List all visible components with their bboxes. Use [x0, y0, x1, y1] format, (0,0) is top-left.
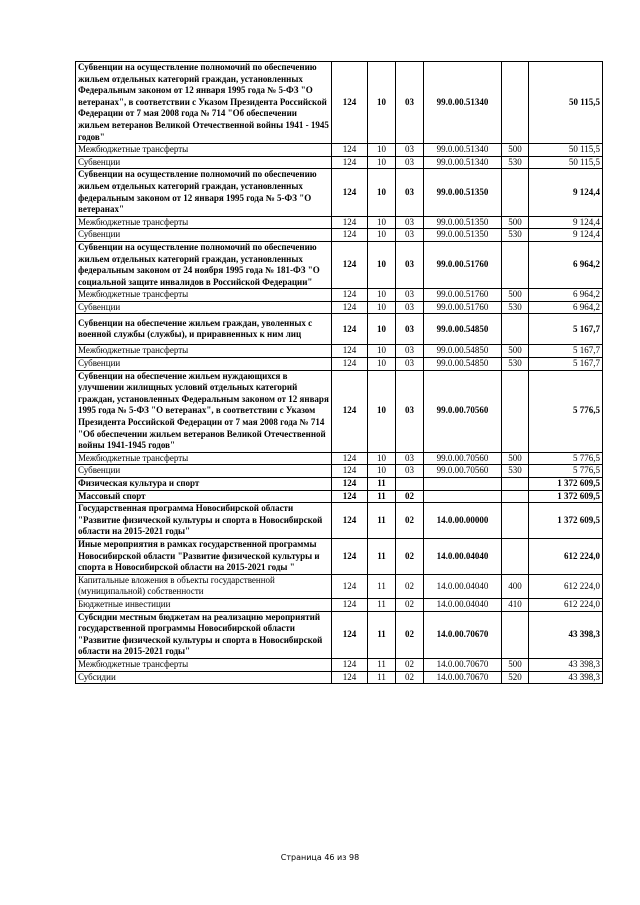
table-row	[76, 301, 603, 314]
row-expense-type: 500	[502, 452, 529, 465]
row-sum: 612 224,0	[529, 538, 603, 574]
row-name: Государственная программа Новосибирской области "Развитие физической культуры и спорта в Новосибирской области на 2015-2021 годы"	[76, 503, 332, 539]
row-code: 124	[332, 345, 368, 358]
row-section: 10	[368, 452, 396, 465]
row-sum: 50 115,5	[529, 62, 603, 144]
row-expense-type	[502, 490, 529, 503]
row-subsection: 03	[396, 345, 424, 358]
table-row	[76, 538, 603, 574]
row-sum: 5 776,5	[529, 465, 603, 478]
row-section: 10	[368, 169, 396, 216]
row-subsection: 03	[396, 452, 424, 465]
row-expense-type	[502, 370, 529, 452]
row-subsection: 03	[396, 156, 424, 169]
row-article: 14.0.00.00000	[424, 503, 502, 539]
row-code: 124	[332, 289, 368, 302]
row-name: Межбюджетные трансферты	[76, 289, 332, 302]
row-code: 124	[332, 358, 368, 371]
row-article: 99.0.00.54850	[424, 358, 502, 371]
table-row	[76, 611, 603, 658]
table-row	[76, 452, 603, 465]
row-section: 10	[368, 301, 396, 314]
page-number: Страница 46 из 98	[280, 853, 360, 862]
row-article: 14.0.00.04040	[424, 598, 502, 611]
row-code: 124	[332, 301, 368, 314]
row-subsection: 03	[396, 144, 424, 157]
table-row	[76, 216, 603, 229]
row-sum: 6 964,2	[529, 241, 603, 288]
row-sum: 43 398,3	[529, 658, 603, 671]
row-code: 124	[332, 370, 368, 452]
row-sum: 9 124,4	[529, 229, 603, 242]
row-subsection: 02	[396, 503, 424, 539]
row-sum: 6 964,2	[529, 289, 603, 302]
row-subsection: 03	[396, 370, 424, 452]
row-name: Бюджетные инвестиции	[76, 598, 332, 611]
row-code: 124	[332, 216, 368, 229]
row-expense-type: 530	[502, 465, 529, 478]
table-row	[76, 229, 603, 242]
row-subsection	[396, 478, 424, 491]
row-section: 11	[368, 671, 396, 684]
row-name: Межбюджетные трансферты	[76, 144, 332, 157]
row-subsection: 03	[396, 289, 424, 302]
row-section: 10	[368, 370, 396, 452]
row-section: 11	[368, 574, 396, 598]
row-subsection: 03	[396, 169, 424, 216]
table-row	[76, 574, 603, 598]
row-expense-type	[502, 611, 529, 658]
row-sum: 43 398,3	[529, 671, 603, 684]
row-expense-type	[502, 169, 529, 216]
row-sum: 50 115,5	[529, 156, 603, 169]
row-expense-type	[502, 538, 529, 574]
row-sum: 9 124,4	[529, 216, 603, 229]
row-section: 11	[368, 598, 396, 611]
row-expense-type	[502, 241, 529, 288]
row-subsection: 03	[396, 229, 424, 242]
row-name: Субвенции на обеспечение жильем граждан, уволенных с военной службы (службы), и приравненных к ним лиц	[76, 314, 332, 345]
row-sum: 5 776,5	[529, 452, 603, 465]
row-subsection: 02	[396, 671, 424, 684]
row-name: Субсидии	[76, 671, 332, 684]
row-article: 14.0.00.04040	[424, 538, 502, 574]
row-subsection: 03	[396, 314, 424, 345]
row-sum: 9 124,4	[529, 169, 603, 216]
row-section: 11	[368, 503, 396, 539]
table-body	[76, 62, 603, 684]
row-name: Межбюджетные трансферты	[76, 216, 332, 229]
row-code: 124	[332, 671, 368, 684]
row-article	[424, 478, 502, 491]
row-subsection: 02	[396, 574, 424, 598]
row-name: Субвенции	[76, 229, 332, 242]
row-expense-type: 520	[502, 671, 529, 684]
row-subsection: 03	[396, 358, 424, 371]
row-code: 124	[332, 574, 368, 598]
row-article: 14.0.00.70670	[424, 658, 502, 671]
row-sum: 612 224,0	[529, 598, 603, 611]
row-expense-type: 410	[502, 598, 529, 611]
row-section: 10	[368, 465, 396, 478]
row-article: 99.0.00.54850	[424, 314, 502, 345]
row-sum: 1 372 609,5	[529, 490, 603, 503]
row-code: 124	[332, 478, 368, 491]
table-row	[76, 598, 603, 611]
row-name: Субвенции на обеспечение жильем нуждающихся в улучшении жилищных условий отдельных категорий граждан, установленных Федеральным законом от 12 января 1995 года № 5-ФЗ "О ветеранах", в соответствии с Указом Президента Российской Федерации от 7 мая 2008 года № 714 "Об обеспечении жильем ветеранов Великой Отечественной войны 1941-1945 годов"	[76, 370, 332, 452]
row-code: 124	[332, 658, 368, 671]
row-name: Межбюджетные трансферты	[76, 658, 332, 671]
row-expense-type: 500	[502, 144, 529, 157]
row-code: 124	[332, 156, 368, 169]
row-name: Субвенции на осуществление полномочий по обеспечению жильем отдельных категорий граждан, установленных федеральным законом от 24 ноября 1995 года № 181-ФЗ "О социальной защите инвалидов в Российской Федерации"	[76, 241, 332, 288]
table-row	[76, 241, 603, 288]
row-article: 99.0.00.51760	[424, 241, 502, 288]
row-name: Массовый спорт	[76, 490, 332, 503]
row-sum: 5 776,5	[529, 370, 603, 452]
row-sum: 50 115,5	[529, 144, 603, 157]
table-row	[76, 358, 603, 371]
row-expense-type: 530	[502, 156, 529, 169]
row-code: 124	[332, 452, 368, 465]
row-code: 124	[332, 144, 368, 157]
row-subsection: 03	[396, 216, 424, 229]
row-sum: 5 167,7	[529, 314, 603, 345]
table-row	[76, 478, 603, 491]
row-article: 99.0.00.51340	[424, 144, 502, 157]
row-code: 124	[332, 598, 368, 611]
row-article: 14.0.00.04040	[424, 574, 502, 598]
row-code: 124	[332, 503, 368, 539]
row-expense-type: 530	[502, 358, 529, 371]
row-expense-type	[502, 62, 529, 144]
row-sum: 1 372 609,5	[529, 478, 603, 491]
row-subsection: 02	[396, 598, 424, 611]
row-expense-type: 500	[502, 216, 529, 229]
row-section: 10	[368, 156, 396, 169]
row-code: 124	[332, 465, 368, 478]
row-name: Субсидии местным бюджетам на реализацию мероприятий государственной программы Новосибирской области "Развитие физической культуры и спорта в Новосибирской области на 2015-2021 годы"	[76, 611, 332, 658]
table-row	[76, 144, 603, 157]
table-row	[76, 490, 603, 503]
row-name: Субвенции	[76, 156, 332, 169]
table-row	[76, 156, 603, 169]
row-article: 99.0.00.70560	[424, 452, 502, 465]
row-expense-type: 500	[502, 345, 529, 358]
row-section: 10	[368, 144, 396, 157]
row-sum: 5 167,7	[529, 345, 603, 358]
row-subsection: 03	[396, 465, 424, 478]
row-expense-type: 530	[502, 301, 529, 314]
row-section: 10	[368, 289, 396, 302]
table-row	[76, 169, 603, 216]
row-section: 11	[368, 478, 396, 491]
row-subsection: 02	[396, 658, 424, 671]
row-subsection: 03	[396, 301, 424, 314]
row-section: 11	[368, 658, 396, 671]
table-row	[76, 314, 603, 345]
row-article: 99.0.00.54850	[424, 345, 502, 358]
row-name: Субвенции на осуществление полномочий по обеспечению жильем отдельных категорий граждан, установленных федеральным законом от 12 января 1995 года № 5-ФЗ "О ветеранах"	[76, 169, 332, 216]
row-sum: 5 167,7	[529, 358, 603, 371]
row-code: 124	[332, 169, 368, 216]
row-expense-type: 500	[502, 658, 529, 671]
row-article: 99.0.00.70560	[424, 465, 502, 478]
row-section: 10	[368, 345, 396, 358]
row-expense-type	[502, 478, 529, 491]
table-row	[76, 465, 603, 478]
row-expense-type: 400	[502, 574, 529, 598]
table-row	[76, 289, 603, 302]
row-name: Межбюджетные трансферты	[76, 452, 332, 465]
table-row	[76, 503, 603, 539]
row-name: Субвенции	[76, 301, 332, 314]
row-section: 10	[368, 241, 396, 288]
row-subsection: 02	[396, 611, 424, 658]
row-code: 124	[332, 229, 368, 242]
row-code: 124	[332, 314, 368, 345]
table-row	[76, 658, 603, 671]
row-sum: 612 224,0	[529, 574, 603, 598]
table-row	[76, 370, 603, 452]
row-sum: 6 964,2	[529, 301, 603, 314]
row-sum: 43 398,3	[529, 611, 603, 658]
row-code: 124	[332, 241, 368, 288]
row-sum: 1 372 609,5	[529, 503, 603, 539]
row-subsection: 02	[396, 538, 424, 574]
row-name: Физическая культура и спорт	[76, 478, 332, 491]
row-expense-type	[502, 503, 529, 539]
row-name: Иные мероприятия в рамках государственной программы Новосибирской области "Развитие физической культуры и спорта в Новосибирской области на 2015-2021 годы "	[76, 538, 332, 574]
row-subsection: 03	[396, 62, 424, 144]
row-code: 124	[332, 611, 368, 658]
row-subsection: 03	[396, 241, 424, 288]
row-section: 10	[368, 216, 396, 229]
row-article	[424, 490, 502, 503]
table-row	[76, 62, 603, 144]
row-name: Субвенции	[76, 465, 332, 478]
row-article: 99.0.00.51350	[424, 169, 502, 216]
budget-table	[75, 61, 603, 684]
row-code: 124	[332, 62, 368, 144]
row-subsection: 02	[396, 490, 424, 503]
row-article: 99.0.00.51340	[424, 156, 502, 169]
row-article: 99.0.00.51350	[424, 216, 502, 229]
row-article: 99.0.00.51760	[424, 301, 502, 314]
row-section: 11	[368, 490, 396, 503]
row-article: 99.0.00.70560	[424, 370, 502, 452]
row-section: 10	[368, 62, 396, 144]
row-article: 99.0.00.51340	[424, 62, 502, 144]
row-section: 11	[368, 611, 396, 658]
table-row	[76, 671, 603, 684]
row-article: 14.0.00.70670	[424, 611, 502, 658]
row-article: 14.0.00.70670	[424, 671, 502, 684]
row-expense-type	[502, 314, 529, 345]
row-name: Капитальные вложения в объекты государственной (муниципальной) собственности	[76, 574, 332, 598]
row-article: 99.0.00.51350	[424, 229, 502, 242]
row-name: Субвенции на осуществление полномочий по обеспечению жильем отдельных категорий граждан, установленных Федеральным законом от 12 января 1995 года № 5-ФЗ "О ветеранах", в соответствии с Указом Президента Российской Федерации от 7 мая 2008 года № 714 "Об обеспечении жильем ветеранов Великой Отечественной войны 1941 - 1945 годов"	[76, 62, 332, 144]
row-section: 11	[368, 538, 396, 574]
row-name: Субвенции	[76, 358, 332, 371]
row-expense-type: 530	[502, 229, 529, 242]
row-section: 10	[368, 229, 396, 242]
row-code: 124	[332, 490, 368, 503]
row-expense-type: 500	[502, 289, 529, 302]
table-row	[76, 345, 603, 358]
row-section: 10	[368, 358, 396, 371]
row-code: 124	[332, 538, 368, 574]
row-article: 99.0.00.51760	[424, 289, 502, 302]
row-name: Межбюджетные трансферты	[76, 345, 332, 358]
row-section: 10	[368, 314, 396, 345]
